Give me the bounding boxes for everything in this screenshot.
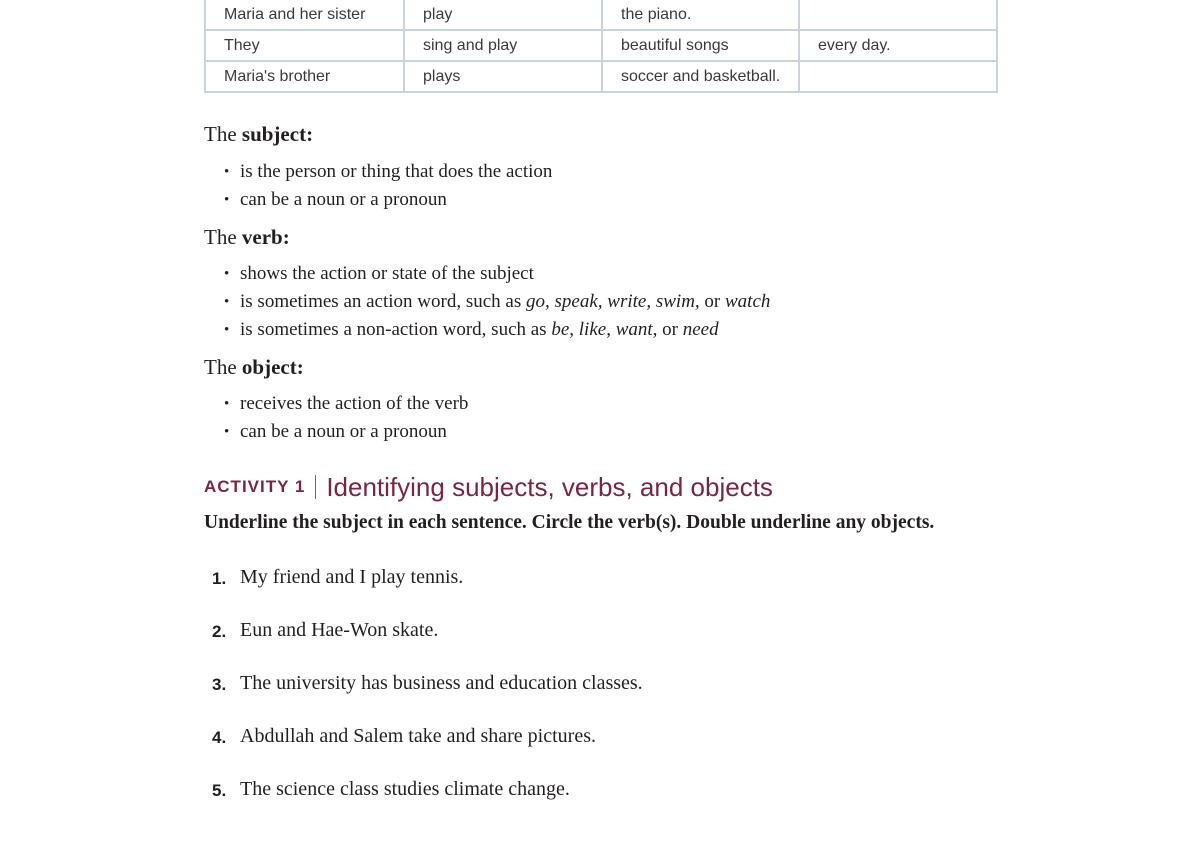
activity-title: Identifying subjects, verbs, and objects [326, 471, 773, 502]
exercise-sentence: The university has business and education classes. [240, 672, 643, 694]
subject-heading-term: subject: [241, 122, 314, 146]
table-cell: plays [404, 61, 602, 92]
example-word: want, [615, 319, 658, 340]
table-cell: Maria and her sister [205, 0, 404, 30]
list-item: • can be a noun or a pronoun [224, 186, 552, 214]
table-cell: beautiful songs [602, 30, 799, 61]
table-cell: sing and play [404, 30, 602, 61]
exercise-sentence: Eun and Hae-Won skate. [240, 619, 439, 641]
verb-heading [204, 225, 290, 250]
exercise-item [212, 778, 643, 831]
activity-instructions: Underline the subject in each sentence. Circle the verb(s). Double underline any objects. [204, 512, 935, 533]
list-item: • can be a noun or a pronoun [224, 418, 468, 446]
table-cell: every day. [799, 30, 997, 61]
table-cell: play [404, 0, 602, 30]
exercise-number: 5. [212, 781, 227, 800]
activity-label: ACTIVITY 1 [204, 477, 306, 496]
subject-heading [204, 122, 313, 147]
example-word: watch [725, 291, 771, 312]
list-item: • is sometimes an action word, such as go, speak, write, swim, or watch [224, 288, 770, 316]
list-item: • is sometimes a non-action word, such as be, like, want, or need [224, 316, 770, 344]
exercise-number: 4. [212, 728, 227, 747]
exercise-item [212, 672, 643, 725]
example-word: swim, [655, 291, 700, 312]
verb-heading-prefix: The [204, 225, 237, 249]
object-heading [204, 355, 304, 380]
table-row [205, 61, 997, 92]
exercise-item [212, 619, 643, 672]
example-word: be, [551, 319, 575, 340]
list-item: • shows the action or state of the subject [224, 260, 770, 288]
exercise-sentence: Abdullah and Salem take and share pictures. [240, 725, 596, 747]
object-heading-term: object: [241, 355, 304, 379]
subject-heading-prefix: The [204, 122, 237, 146]
subject-bullets [224, 158, 552, 214]
verb-heading-term: verb: [241, 225, 290, 249]
exercise-number: 3. [212, 675, 227, 694]
activity-header [204, 470, 773, 504]
exercise-number: 2. [212, 622, 227, 641]
activity-divider [315, 475, 316, 499]
verb-bullets [224, 260, 770, 344]
example-word: go, [526, 291, 550, 312]
example-word: like, [578, 319, 611, 340]
sentence-parts-table [204, 0, 998, 93]
table-cell: the piano. [602, 0, 799, 30]
exercise-number: 1. [212, 569, 227, 588]
exercise-sentence: The science class studies climate change. [240, 778, 570, 800]
table-row [205, 30, 997, 61]
example-word: write, [607, 291, 652, 312]
list-item: • is the person or thing that does the action [224, 158, 552, 186]
list-item: • receives the action of the verb [224, 390, 468, 418]
exercise-item [212, 566, 643, 619]
exercise-sentence: My friend and I play tennis. [240, 566, 464, 588]
object-heading-prefix: The [204, 355, 237, 379]
table-cell [799, 61, 997, 92]
example-word: need [682, 319, 719, 340]
object-bullets [224, 390, 468, 446]
table-cell: They [205, 30, 404, 61]
table-cell: Maria's brother [205, 61, 404, 92]
exercise-list [212, 566, 643, 831]
table-row [205, 0, 997, 30]
table-cell: soccer and basketball. [602, 61, 799, 92]
exercise-item [212, 725, 643, 778]
example-word: speak, [554, 291, 603, 312]
table-cell [799, 0, 997, 30]
